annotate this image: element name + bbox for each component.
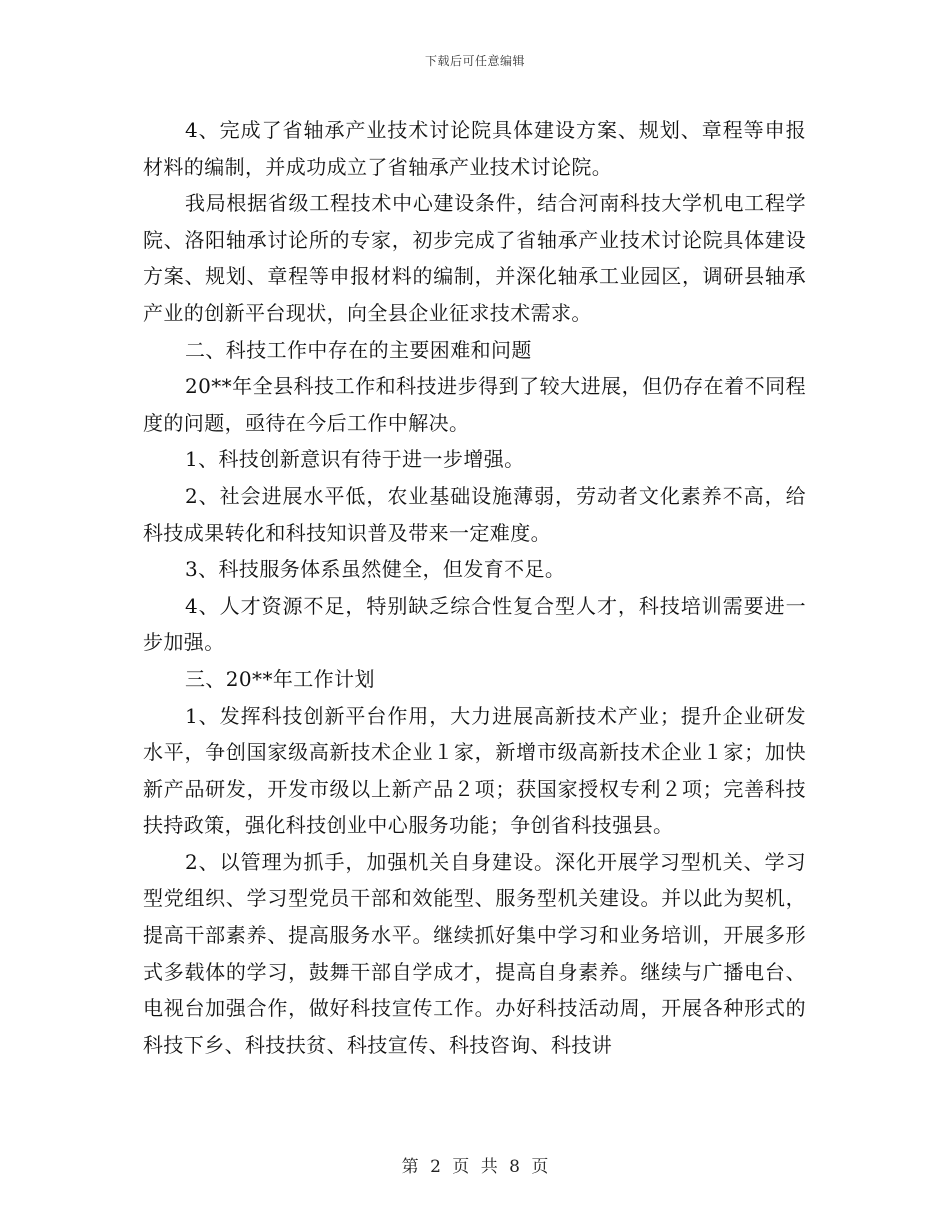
list-item: 1、发挥科技创新平台作用，大力进展高新技术产业；提升企业研发水平，争创国家级高新技术企业１家，新增市级高新技术企业１家；加快新产品研发，开发市级以上新产品２项；获国家授权专利２项；完善科技扶持政策，强化科技创业中心服务功能；争创省科技强县。: [143, 703, 806, 838]
paragraph: 我局根据省级工程技术中心建设条件，结合河南科技大学机电工程学院、洛阳轴承讨论所的专家，初步完成了省轴承产业技术讨论院具体建设方案、规划、章程等申报材料的编制，并深化轴承工业园区，调研县轴承产业的创新平台现状，向全县企业征求技术需求。: [143, 191, 806, 325]
paragraph: 4、完成了省轴承产业技术讨论院具体建设方案、规划、章程等申报材料的编制，并成功成立了省轴承产业技术讨论院。: [143, 118, 806, 179]
section-heading: 三、20**年工作计划: [185, 666, 375, 691]
list-item: 1、科技创新意识有待于进一步增强。: [185, 447, 525, 472]
list-item: 4、人才资源不足，特别缺乏综合性复合型人才，科技培训需要进一步加强。: [143, 593, 806, 655]
document-body: [143, 112, 806, 1063]
page-header: 下载后可任意编辑: [424, 54, 525, 68]
list-item: 3、科技服务体系虽然健全，但发育不足。: [185, 557, 566, 582]
list-item: 2、以管理为抓手，加强机关自身建设。深化开展学习型机关、学习型党组织、学习型党员干部和效能型、服务型机关建设。并以此为契机，提高干部素养、提高服务水平。继续抓好集中学习和业务培训，开展多形式多载体的学习，鼓舞干部自学成才，提高自身素养。继续与广播电台、电视台加强合作，做好科技宣传工作。办好科技活动周，开展各种形式的科技下乡、科技扶贫、科技宣传、科技咨询、科技讲: [143, 849, 806, 1057]
section-heading: 二、科技工作中存在的主要困难和问题: [185, 337, 532, 362]
page-number: 第 2 页 共 8 页: [401, 1157, 549, 1177]
paragraph: 20**年全县科技工作和科技进步得到了较大进展，但仍存在着不同程度的问题，亟待在今后工作中解决。: [143, 374, 806, 435]
list-item: 2、社会进展水平低，农业基础设施薄弱，劳动者文化素养不高，给科技成果转化和科技知识普及带来一定难度。: [143, 483, 806, 545]
